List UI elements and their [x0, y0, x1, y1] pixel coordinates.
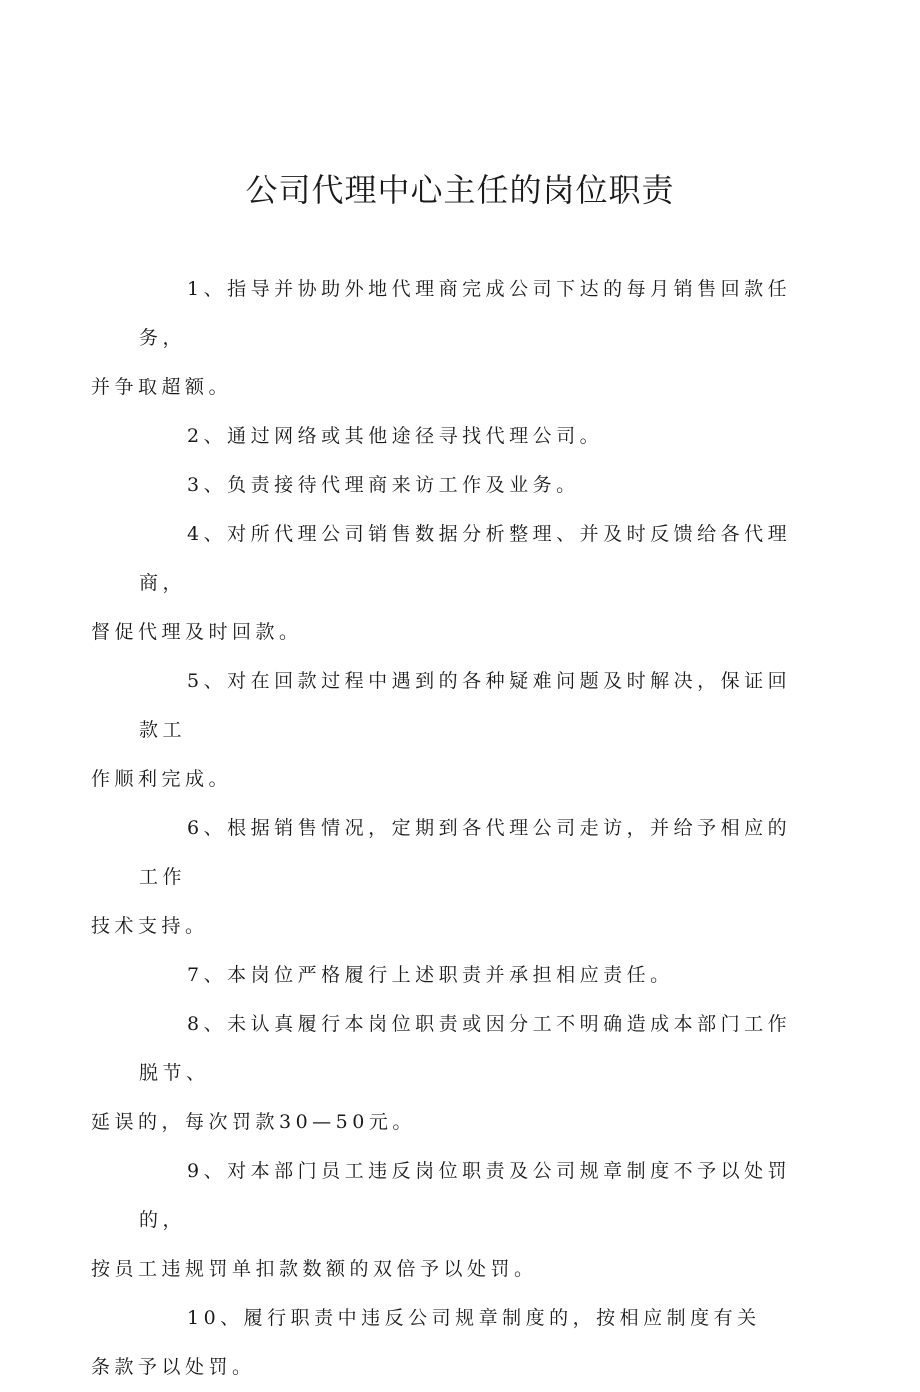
page-title: 公司代理中心主任的岗位职责 — [245, 171, 675, 209]
duty-item-2-line-1: 2、通过网络或其他途径寻找代理公司。 — [187, 425, 604, 447]
duty-item-1-line-2: 并争取超额。 — [91, 376, 233, 398]
duty-item-5-line-2: 作顺利完成。 — [91, 768, 233, 790]
duty-list — [91, 265, 804, 1392]
duty-item-7-line-1: 7、本岗位严格履行上述职责并承担相应责任。 — [187, 964, 674, 986]
duty-item-5 — [91, 657, 804, 804]
duty-item-9 — [91, 1147, 804, 1294]
duty-item-6-line-1: 6、根据销售情况，定期到各代理公司走访，并给予相应的工作 — [139, 817, 792, 888]
duty-item-1-line-1: 1、指导并协助外地代理商完成公司下达的每月销售回款任务， — [139, 278, 792, 349]
duty-item-5-line-1: 5、对在回款过程中遇到的各种疑难问题及时解决，保证回款工 — [139, 670, 792, 741]
duty-item-3 — [139, 461, 804, 510]
duty-item-6 — [91, 804, 804, 951]
duty-item-7 — [139, 951, 804, 1000]
duty-item-9-line-2: 按员工违规罚单扣款数额的双倍予以处罚。 — [91, 1258, 538, 1280]
duty-item-8-line-2: 延误的，每次罚款30—50元。 — [91, 1111, 416, 1133]
duty-item-1 — [91, 265, 804, 412]
duty-item-8 — [91, 1000, 804, 1147]
duty-item-4 — [91, 510, 804, 657]
duty-item-10 — [91, 1294, 804, 1392]
duty-item-4-line-1: 4、对所代理公司销售数据分析整理、并及时反馈给各代理商， — [139, 523, 792, 594]
duty-item-4-line-2: 督促代理及时回款。 — [91, 621, 303, 643]
duty-item-10-line-2: 条款予以处罚。 — [91, 1356, 256, 1378]
duty-item-3-line-1: 3、负责接待代理商来访工作及业务。 — [187, 474, 580, 496]
duty-item-9-line-1: 9、对本部门员工违反岗位职责及公司规章制度不予以处罚的， — [139, 1160, 792, 1231]
duty-item-6-line-2: 技术支持。 — [91, 915, 209, 937]
duty-item-2 — [139, 412, 804, 461]
duty-item-8-line-1: 8、未认真履行本岗位职责或因分工不明确造成本部门工作脱节、 — [139, 1013, 792, 1084]
duty-item-10-line-1: 10、履行职责中违反公司规章制度的，按相应制度有关 — [187, 1307, 761, 1329]
